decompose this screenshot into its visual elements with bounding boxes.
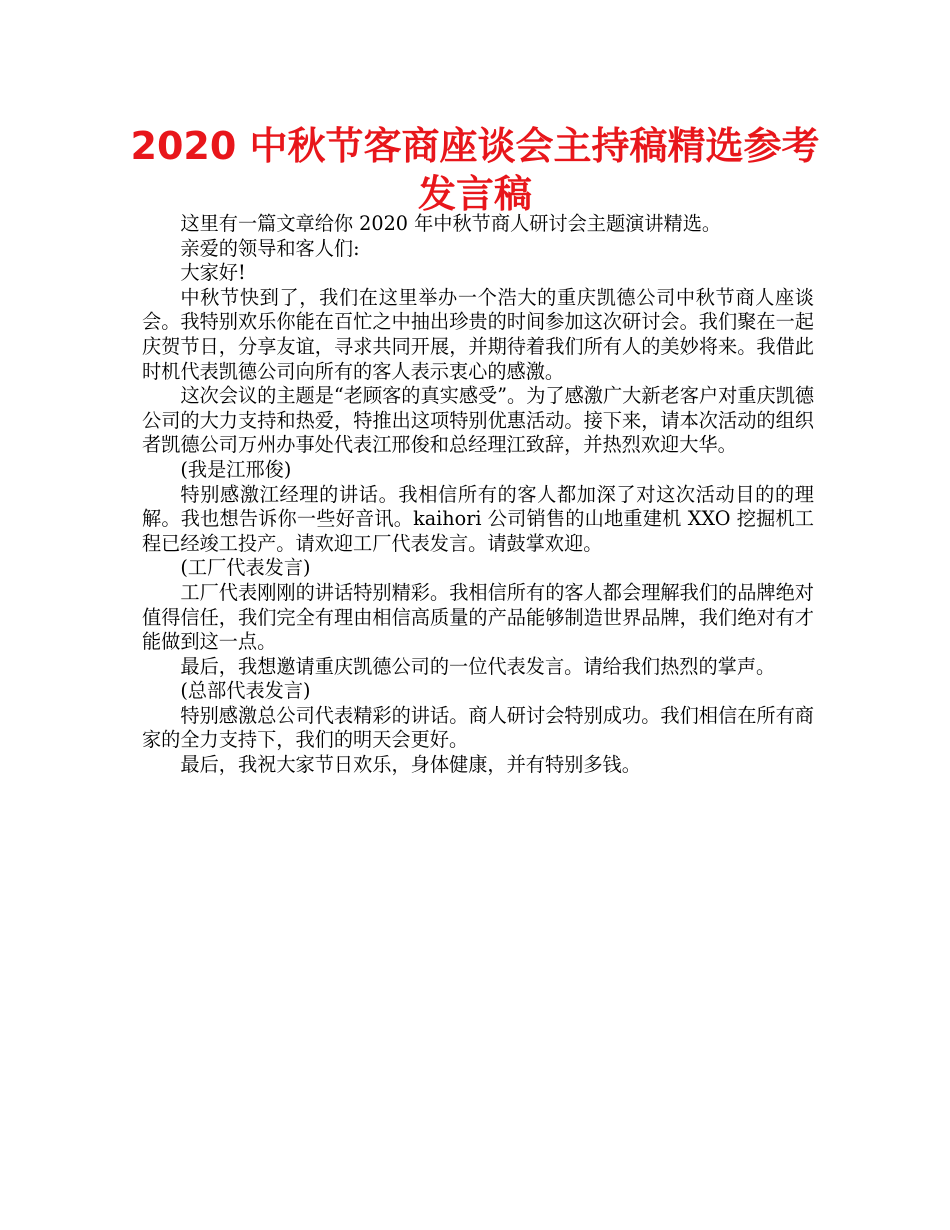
paragraph-greeting: 大家好! bbox=[180, 261, 246, 285]
paragraph-opening: 中秋节快到了，我们在这里举办一个浩大的重庆凯德公司中秋节商人座谈会。我特别欢乐你能在百忙之中抽出珍贵的时间参加这次研讨会。我们聚在一起庆贺节日，分享友谊，寻求共同开展，并期待着我们所有人的美妙将来。我借此时机代表凯德公司向所有的客人表示衷心的感激。 bbox=[142, 285, 814, 383]
document-body bbox=[142, 212, 814, 778]
paragraph-invitation: 最后，我想邀请重庆凯德公司的一位代表发言。请给我们热烈的掌声。 bbox=[180, 654, 776, 678]
paragraph-speaker-note-1: (我是江邢俊) bbox=[180, 457, 292, 481]
paragraph-thanks-hq: 特别感激总公司代表精彩的讲话。商人研讨会特别成功。我们相信在所有商家的全力支持下，我们的明天会更好。 bbox=[142, 703, 814, 752]
paragraph-speaker-note-2: (工厂代表发言) bbox=[180, 556, 311, 580]
paragraph-intro: 这里有一篇文章给你 2020 年中秋节商人研讨会主题演讲精选。 bbox=[180, 212, 722, 235]
paragraph-factory-remarks: 工厂代表刚刚的讲话特别精彩。我相信所有的客人都会理解我们的品牌绝对值得信任，我们完全有理由相信高质量的产品能够制造世界品牌，我们绝对有才能做到这一点。 bbox=[142, 580, 814, 654]
paragraph-closing: 最后，我祝大家节日欢乐，身体健康，并有特别多钱。 bbox=[180, 753, 641, 777]
document-title: 2020 中秋节客商座谈会主持稿精选参考发言稿 bbox=[130, 124, 820, 216]
paragraph-thanks-manager: 特别感激江经理的讲话。我相信所有的客人都加深了对这次活动目的的理解。我也想告诉你一些好音讯。kaihori 公司销售的山地重建机 XXO 挖掘机工程已经竣工投产。请欢迎工厂代表发言。请鼓掌欢迎。 bbox=[142, 482, 814, 555]
paragraph-theme: 这次会议的主题是“老顾客的真实感受”。为了感激广大新老客户对重庆凯德公司的大力支持和热爱，特推出这项特别优惠活动。接下来，请本次活动的组织者凯德公司万州办事处代表江邢俊和总经理江致辞，并热烈欢迎大华。 bbox=[142, 384, 815, 457]
paragraph-salutation: 亲爱的领导和客人们: bbox=[180, 236, 360, 260]
paragraph-speaker-note-3: (总部代表发言) bbox=[180, 679, 311, 703]
